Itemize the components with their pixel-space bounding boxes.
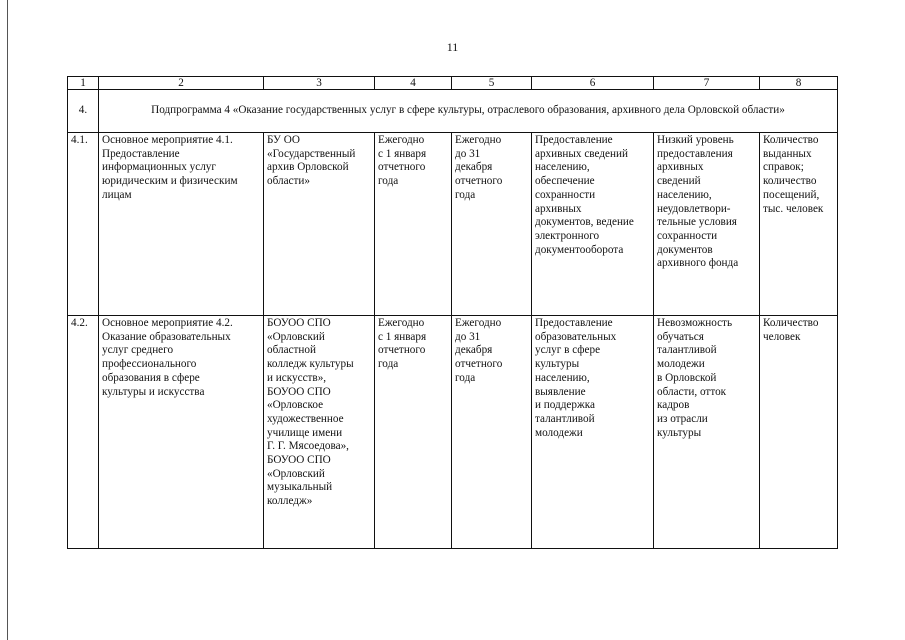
header-cell: 5: [452, 77, 532, 90]
start-cell: Ежегодно с 1 января отчетного года: [375, 133, 452, 316]
executor-cell: БУ ОО «Государственный архив Орловской области»: [264, 133, 375, 316]
row-number: 4.2.: [68, 316, 99, 549]
page-number: 11: [446, 40, 459, 54]
header-cell: 2: [99, 77, 264, 90]
end-cell: Ежегодно до 31 декабря отчетного года: [452, 316, 532, 549]
header-cell: 6: [532, 77, 654, 90]
subprogram-title: Подпрограмма 4 «Оказание государственных услуг в сфере культуры, отраслевого образования, архивного дела Орловской области»: [99, 90, 838, 133]
consequences-cell: Низкий уровень предоставления архивных сведений населению, неудовлетвори- тельные условия сохранности документов архивного фонда: [654, 133, 760, 316]
result-cell: Предоставление образовательных услуг в сфере культуры населению, выявление и поддержка талантливой молодежи: [532, 316, 654, 549]
measure-cell: Основное мероприятие 4.1. Предоставление информационных услуг юридическим и физическим лицам: [99, 133, 264, 316]
header-cell: 8: [760, 77, 838, 90]
subprogram-number: 4.: [68, 90, 99, 133]
consequences-cell: Невозможность обучаться талантливой молодежи в Орловской области, отток кадров из отрасли культуры: [654, 316, 760, 549]
table-row: [68, 133, 838, 316]
header-cell: 7: [654, 77, 760, 90]
measure-cell: Основное мероприятие 4.2. Оказание образовательных услуг среднего профессионального образования в сфере культуры и искусства: [99, 316, 264, 549]
indicator-cell: Количество человек: [760, 316, 838, 549]
header-cell: 4: [375, 77, 452, 90]
table-row: [68, 316, 838, 549]
header-cell: 3: [264, 77, 375, 90]
column-numbers-row: [68, 77, 838, 90]
header-cell: 1: [68, 77, 99, 90]
row-number: 4.1.: [68, 133, 99, 316]
result-cell: Предоставление архивных сведений населению, обеспечение сохранности архивных документов, ведение электронного документооборота: [532, 133, 654, 316]
start-cell: Ежегодно с 1 января отчетного года: [375, 316, 452, 549]
program-table: [67, 76, 838, 549]
page-left-edge-line: [7, 0, 8, 640]
executor-cell: БОУОО СПО «Орловский областной колледж культуры и искусств», БОУОО СПО «Орловское художественное училище имени Г. Г. Мясоедова», БОУОО СПО «Орловский музыкальный колледж»: [264, 316, 375, 549]
indicator-cell: Количество выданных справок; количество посещений, тыс. человек: [760, 133, 838, 316]
subprogram-row: [68, 90, 838, 133]
end-cell: Ежегодно до 31 декабря отчетного года: [452, 133, 532, 316]
